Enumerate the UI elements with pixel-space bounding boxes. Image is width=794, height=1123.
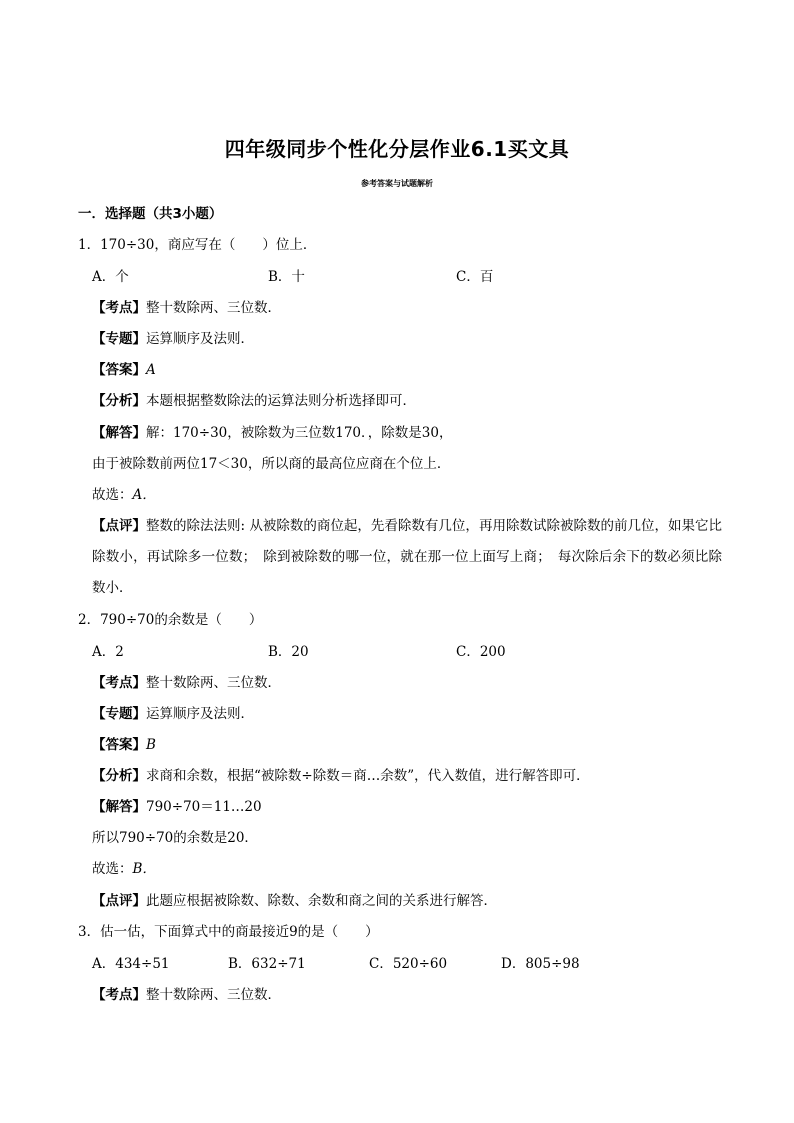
kaodian-tag: 【考点】: [92, 675, 146, 691]
q3-option-c: C．520÷60: [369, 956, 448, 972]
kaodian-text: 整十数除两、三位数．: [146, 300, 281, 316]
q2-jieda: [92, 799, 262, 815]
q1-jieda: [92, 425, 452, 441]
q1-choice: [92, 487, 156, 503]
answer-text: B: [146, 737, 156, 753]
dianping-tag: 【点评】: [92, 518, 147, 534]
choice-label: 故选：: [92, 861, 133, 877]
q2-fenxi: [92, 768, 590, 784]
question-2-stem: 2．790÷70的余数是（ ）: [78, 612, 263, 628]
zhuanti-tag: 【专题】: [92, 706, 146, 722]
zhuanti-text: 运算顺序及法则．: [146, 706, 254, 722]
q1-dianping: [92, 511, 722, 604]
q1-zhuanti: [92, 331, 254, 347]
kaodian-text: 整十数除两、三位数．: [146, 675, 281, 691]
q1-jieda-line2: 由于被除数前两位17＜30，所以商的最高位应商在个位上．: [92, 456, 451, 472]
q1-kaodian: [92, 300, 281, 316]
choice-label: 故选：: [92, 487, 133, 503]
q3-option-d: D．805÷98: [501, 956, 580, 972]
document-subtitle: 参考答案与试题解析: [361, 179, 433, 188]
answer-tag: 【答案】: [92, 362, 146, 378]
dianping-tag: 【点评】: [92, 893, 146, 909]
kaodian-text: 整十数除两、三位数．: [146, 987, 281, 1003]
kaodian-tag: 【考点】: [92, 300, 146, 316]
q2-zhuanti: [92, 706, 254, 722]
q2-answer: [92, 737, 156, 753]
answer-tag: 【答案】: [92, 737, 146, 753]
q3-kaodian: [92, 987, 281, 1003]
fenxi-tag: 【分析】: [92, 393, 146, 409]
q2-option-b: B．20: [268, 644, 309, 660]
jieda-tag: 【解答】: [92, 799, 146, 815]
jieda-text: 790÷70＝11…20: [146, 799, 262, 815]
q1-option-b: B．十: [268, 269, 305, 285]
q2-choice: [92, 861, 156, 877]
fenxi-text: 本题根据整数除法的运算法则分析选择即可．: [146, 393, 416, 409]
q2-kaodian: [92, 675, 281, 691]
dianping-text: 整数的除法法则: 从被除数的商位起，先看除数有几位，再用除数试除被除数的前几位，如果它比除数小，再试除多一位数； 除到被除数的哪一位，就在那一位上面写上商； 每次除后余下的数必须比除数小．: [92, 518, 722, 596]
section-heading: 一．选择题（共3小题）: [78, 206, 223, 222]
zhuanti-text: 运算顺序及法则．: [146, 331, 254, 347]
kaodian-tag: 【考点】: [92, 987, 146, 1003]
zhuanti-tag: 【专题】: [92, 331, 146, 347]
q1-fenxi: [92, 393, 416, 409]
choice-answer: B．: [132, 861, 156, 877]
question-3-stem: 3．估一估，下面算式中的商最接近9的是（ ）: [78, 924, 379, 940]
document-title: 四年级同步个性化分层作业6.1买文具: [224, 137, 570, 161]
question-1-stem: 1．170÷30，商应写在（ ）位上．: [78, 237, 317, 253]
q3-option-a: A．434÷51: [92, 956, 170, 972]
fenxi-text: 求商和余数，根据“被除数÷除数＝商…余数”，代入数值，进行解答即可．: [146, 768, 590, 784]
choice-answer: A．: [132, 487, 156, 503]
jieda-text: 解：170÷30，被除数为三位数170．，除数是30，: [146, 425, 453, 441]
q2-option-c: C．200: [456, 644, 506, 660]
jieda-tag: 【解答】: [92, 425, 146, 441]
q3-option-b: B．632÷71: [228, 956, 306, 972]
fenxi-tag: 【分析】: [92, 768, 146, 784]
q2-jieda-line2: 所以790÷70的余数是20．: [92, 830, 258, 846]
q2-option-a: A．2: [92, 644, 124, 660]
q1-option-c: C．百: [456, 269, 494, 285]
q1-answer: [92, 362, 156, 378]
q2-dianping: [92, 893, 497, 909]
q1-option-a: A．个: [92, 269, 129, 285]
dianping-text: 此题应根据被除数、除数、余数和商之间的关系进行解答．: [146, 893, 497, 909]
answer-text: A: [146, 362, 156, 378]
